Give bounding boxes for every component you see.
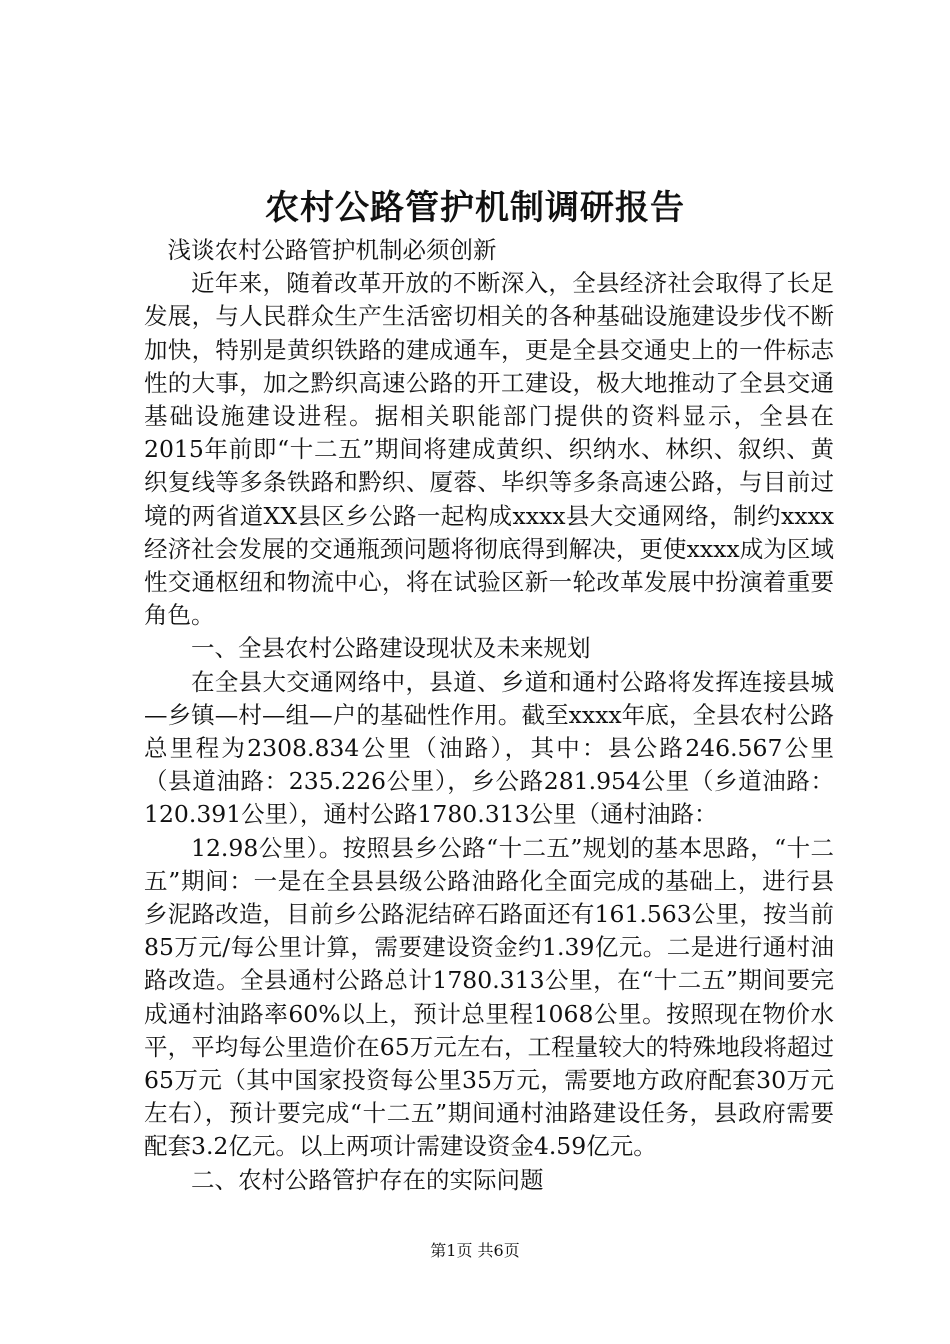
subtitle-paragraph: 浅谈农村公路管护机制必须创新 — [167, 236, 497, 264]
section-heading-1: 一、全县农村公路建设现状及未来规划 — [191, 634, 591, 663]
document-body — [144, 234, 834, 1197]
page-footer: 第1页 共6页 — [430, 1241, 520, 1260]
document-title: 农村公路管护机制调研报告 — [265, 188, 685, 228]
section-heading-2: 二、农村公路管护存在的实际问题 — [191, 1165, 544, 1194]
status-paragraph: 在全县大交通网络中，县道、乡道和通村公路将发挥连接县城—乡镇—村—组—户的基础性作用。截至xxxx年底，全县农村公路总里程为2308.834公里（油路），其中：县公路246.567公里（县道油路：235.226公里），乡公路281.954公里（乡道油路：120.391公里），通村公路1780.313公里（通村油路： — [144, 667, 834, 829]
plan-paragraph: 12.98公里）。按照县乡公路“十二五”规划的基本思路，“十二五”期间：一是在全县县级公路油路化全面完成的基础上，进行县乡泥路改造，目前乡公路泥结碎石路面还有161.563公里，按当前85万元/每公里计算，需要建设资金约1.39亿元。二是进行通村油路改造。全县通村公路总计1780.313公里，在“十二五”期间要完成通村油路率60%以上，预计总里程1068公里。按照现在物价水平，平均每公里造价在65万元左右，工程量较大的特殊地段将超过65万元（其中国家投资每公里35万元，需要地方政府配套30万元左右），预计要完成“十二五”期间通村油路建设任务，县政府需要配套3.2亿元。以上两项计需建设资金4.59亿元。 — [144, 833, 834, 1161]
intro-paragraph: 近年来，随着改革开放的不断深入，全县经济社会取得了长足发展，与人民群众生产生活密切相关的各种基础设施建设步伐不断加快，特别是黄织铁路的建成通车，更是全县交通史上的一件标志性的大事，加之黔织高速公路的开工建设，极大地推动了全县交通基础设施建设进程。据相关职能部门提供的资料显示，全县在2015年前即“十二五”期间将建成黄织、织纳水、林织、叙织、黄织复线等多条铁路和黔织、厦蓉、毕织等多条高速公路，与目前过境的两省道XX县区乡公路一起构成xxxx县大交通网络，制约xxxx经济社会发展的交通瓶颈问题将彻底得到解决，更使xxxx成为区域性交通枢纽和物流中心，将在试验区新一轮改革发展中扮演着重要角色。 — [144, 269, 834, 630]
